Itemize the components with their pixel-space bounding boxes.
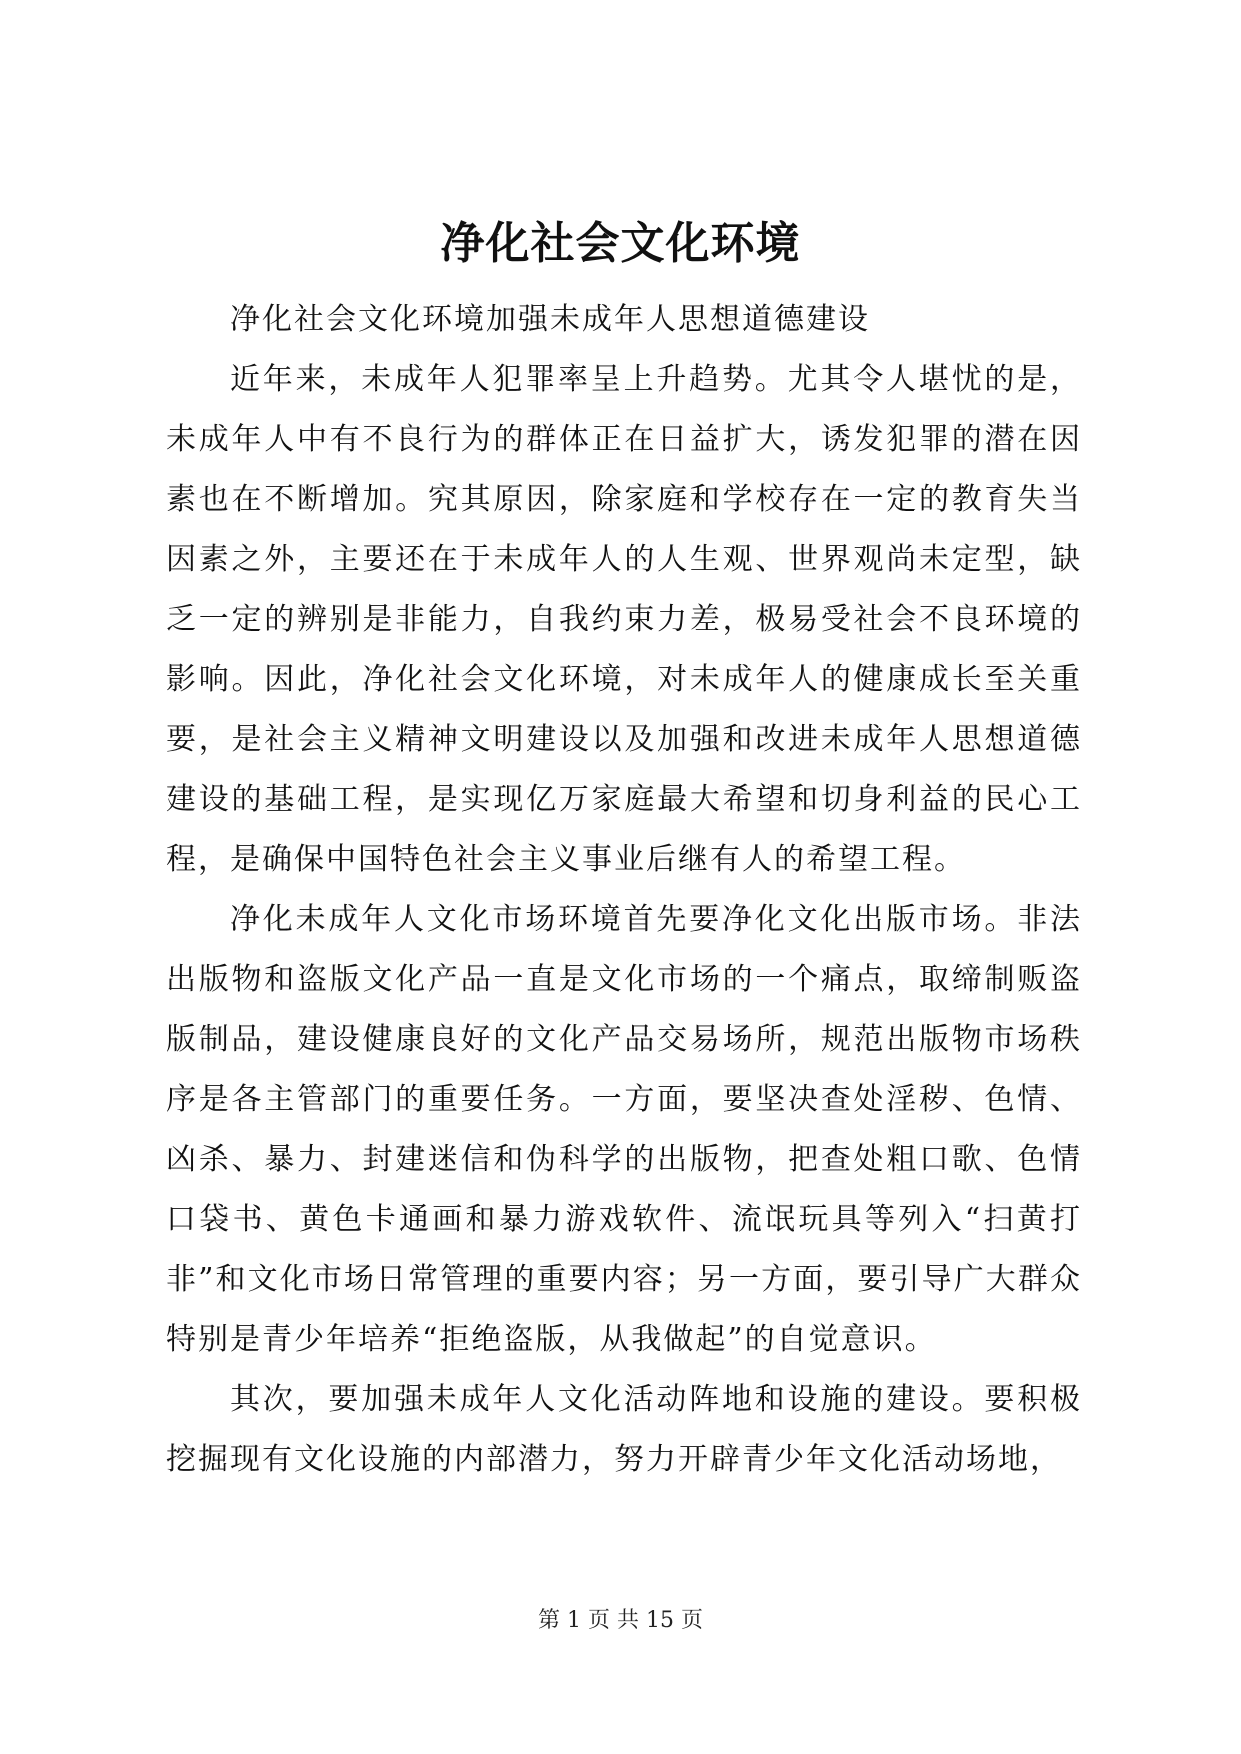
document-title: 净化社会文化环境 bbox=[440, 218, 801, 269]
subtitle-paragraph: 净化社会文化环境加强未成年人思想道德建设 bbox=[230, 302, 870, 337]
page-footer: 第 1 页 共 15 页 bbox=[538, 1608, 703, 1633]
document-body bbox=[166, 290, 1082, 1490]
body-paragraph-1: 近年来，未成年人犯罪率呈上升趋势。尤其令人堪忧的是，未成年人中有不良行为的群体正在日益扩大，诱发犯罪的潜在因素也在不断增加。究其原因，除家庭和学校存在一定的教育失当因素之外，主要还在于未成年人的人生观、世界观尚未定型，缺乏一定的辨别是非能力，自我约束力差，极易受社会不良环境的影响。因此，净化社会文化环境，对未成年人的健康成长至关重要，是社会主义精神文明建设以及加强和改进未成年人思想道德建设的基础工程，是实现亿万家庭最大希望和切身利益的民心工程，是确保中国特色社会主义事业后继有人的希望工程。 bbox=[166, 362, 1082, 877]
body-paragraph-3: 其次，要加强未成年人文化活动阵地和设施的建设。要积极挖掘现有文化设施的内部潜力，努力开辟青少年文化活动场地， bbox=[166, 1382, 1082, 1477]
body-paragraph-2: 净化未成年人文化市场环境首先要净化文化出版市场。非法出版物和盗版文化产品一直是文化市场的一个痛点，取缔制贩盗版制品，建设健康良好的文化产品交易场所，规范出版物市场秩序是各主管部门的重要任务。一方面，要坚决查处淫秽、色情、凶杀、暴力、封建迷信和伪科学的出版物，把查处粗口歌、色情口袋书、黄色卡通画和暴力游戏软件、流氓玩具等列入“扫黄打非”和文化市场日常管理的重要内容；另一方面，要引导广大群众特别是青少年培养“拒绝盗版，从我做起”的自觉意识。 bbox=[166, 902, 1082, 1357]
